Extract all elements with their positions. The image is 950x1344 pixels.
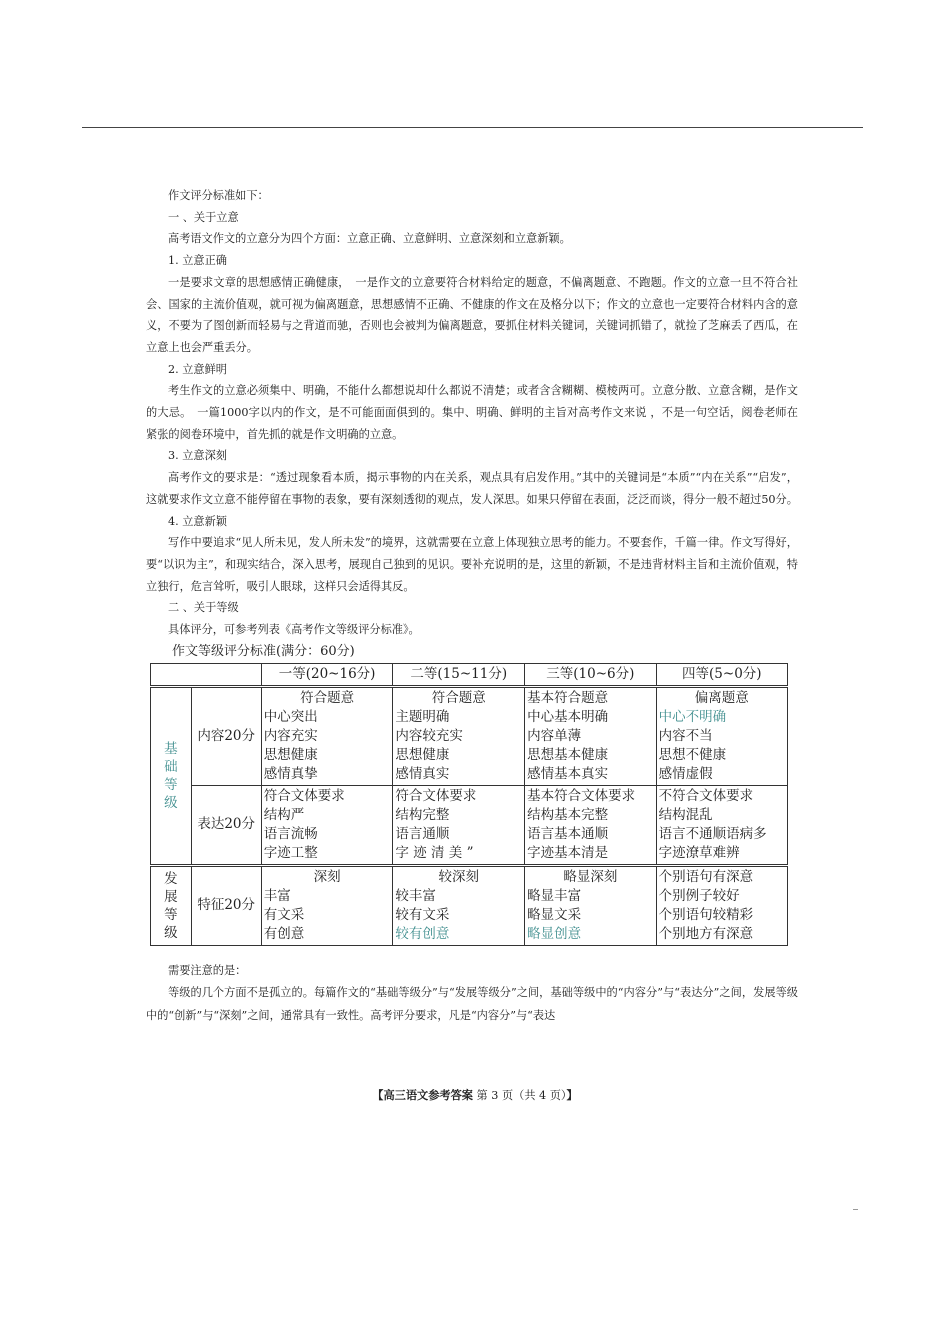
cell-line: 个别例子较好 bbox=[658, 887, 740, 904]
note-heading: 需要注意的是： bbox=[168, 963, 247, 977]
category-basic-label: 基础等级 bbox=[164, 740, 178, 811]
cell-line: 较有创意 bbox=[395, 925, 450, 942]
footer-bracket: 】 bbox=[566, 1088, 578, 1102]
cell-line: 基本符合文体要求 bbox=[527, 787, 636, 804]
cell-line: 较深刻 bbox=[438, 868, 479, 885]
intro-paragraph: 高考语文作文的立意分为四个方面：立意正确、立意鲜明、立意深刻和立意新颖。 bbox=[168, 232, 571, 246]
cell-line: 略显创意 bbox=[527, 925, 582, 942]
cell-feature-grade-3 bbox=[525, 865, 657, 945]
paragraph-2: 考生作文的立意必须集中、明确，不能什么都想说却什么都说不清楚；或者含含糊糊、模棱两可。立意分散、立意含糊，是作文的大忌。 一篇1000字以内的作文，是不可能面面俱到的。集中、明确、鲜明的主旨对高考作文来说 ，不是一句空话，阅卷老师在紧张的阅卷环境中，首先抓的就是作文明确的立意。 bbox=[146, 384, 798, 441]
table-reference: 具体评分，可参考列表《高考作文等级评分标准》。 bbox=[168, 623, 420, 637]
cell-content-grade-1 bbox=[261, 686, 393, 785]
header-rule bbox=[82, 127, 863, 128]
cell-expression-grade-4 bbox=[656, 785, 787, 865]
cell-expression-grade-3 bbox=[525, 785, 657, 865]
cell-line: 语言不通顺语病多 bbox=[658, 825, 767, 842]
page-body bbox=[146, 185, 798, 1027]
section-heading-2: 二 、关于等级 bbox=[168, 601, 239, 615]
row-label-expression: 表达20分 bbox=[191, 785, 261, 865]
cell-line: 主题明确 bbox=[395, 708, 450, 725]
paragraph-4: 写作中要追求“见人所未见，发人所未发”的境界，这就需要在立意上体现独立思考的能力。不要套作，千篇一律。作文写得好，要“以识为主”，和现实结合，深入思考，展现自己独到的见识。要补充说明的是，这里的新颖，不是违背材料主旨和主流价值观，特立独行，危言耸听，吸引人眼球，这样只会适得其反。 bbox=[146, 536, 798, 593]
table-row-expression bbox=[151, 785, 788, 865]
subheading-3: 3. 立意深刻 bbox=[168, 449, 227, 463]
cell-line: 感情真挚 bbox=[263, 765, 318, 782]
header-grade-2: 二等(15~11分) bbox=[393, 663, 525, 686]
grading-table bbox=[150, 663, 788, 946]
cell-line: 有创意 bbox=[263, 925, 305, 942]
cell-content-grade-4 bbox=[656, 686, 787, 785]
cell-line: 思想健康 bbox=[395, 746, 450, 763]
header-grade-1: 一等(20~16分) bbox=[261, 663, 393, 686]
corner-mark bbox=[853, 1209, 858, 1210]
cell-line: 语言流畅 bbox=[263, 825, 318, 842]
note-paragraph: 等级的几个方面不是孤立的。每篇作文的“基础等级分”与“发展等级分”之间，基础等级中的“内容分”与“表达分”之间，发展等级中的“创新”与“深刻”之间，通常具有一致性。高考评分要求，凡是“内容分”与“表达 bbox=[146, 986, 798, 1023]
cell-line: 较丰富 bbox=[395, 887, 436, 904]
cell-line: 略显深刻 bbox=[563, 868, 618, 885]
subheading-4: 4. 立意新颖 bbox=[168, 514, 227, 528]
cell-line: 字迹工整 bbox=[263, 844, 318, 861]
footer-page-number: 第 3 页（共 4 页） bbox=[472, 1089, 567, 1102]
paragraph-3: 高考作文的要求是：“透过现象看本质，揭示事物的内在关系，观点具有启发作用。”其中的关键词是“本质”“内在关系”“启发”，这就要求作文立意不能停留在事物的表象，要有深刻透彻的观点，发人深思。如果只停留在表面，泛泛而谈，得分一般不超过50分。 bbox=[146, 471, 798, 506]
cell-line: 感情基本真实 bbox=[527, 765, 609, 782]
header-grade-3: 三等(10~6分) bbox=[525, 663, 657, 686]
cell-line: 字迹基本清是 bbox=[527, 844, 609, 861]
cell-expression-grade-2 bbox=[393, 785, 525, 865]
cell-line: 感情虚假 bbox=[658, 765, 713, 782]
cell-line: 思想基本健康 bbox=[527, 746, 609, 763]
cell-line: 略显文采 bbox=[527, 906, 582, 923]
cell-line: 个别语句较精彩 bbox=[658, 906, 754, 923]
paragraph-1: 一是要求文章的思想感情正确健康， 一是作文的立意要符合材料给定的题意，不偏离题意、不跑题。作文的立意一旦不符合社会、国家的主流价值观，就可视为偏离题意，思想感情不正确、不健康的作文在及格分以下；作文的立意也一定要符合材料内含的意义，不要为了图创新而轻易与之背道而驰，否则也会被判为偏离题意，要抓住材料关键词，关键词抓错了，就捡了芝麻丢了西瓜，在立意上也会严重丢分。 bbox=[146, 275, 798, 354]
cell-line: 中心突出 bbox=[263, 708, 318, 725]
category-development-label: 发展等级 bbox=[164, 870, 178, 941]
cell-line: 感情真实 bbox=[395, 765, 450, 782]
cell-feature-grade-4 bbox=[656, 865, 787, 945]
footer-title: 【高三语文参考答案 bbox=[372, 1088, 473, 1102]
cell-line: 结构严 bbox=[263, 806, 305, 823]
cell-line: 结构基本完整 bbox=[527, 806, 609, 823]
table-header-row bbox=[151, 663, 788, 686]
cell-line: 结构完整 bbox=[395, 806, 450, 823]
cell-feature-grade-1 bbox=[261, 865, 393, 945]
spacer bbox=[146, 946, 798, 960]
cell-feature-grade-2 bbox=[393, 865, 525, 945]
cell-line: 符合文体要求 bbox=[395, 787, 477, 804]
page-footer bbox=[0, 1087, 950, 1104]
category-basic bbox=[151, 686, 192, 865]
cell-expression-grade-1 bbox=[261, 785, 393, 865]
cell-content-grade-3 bbox=[525, 686, 657, 785]
cell-line: 内容充实 bbox=[263, 727, 318, 744]
cell-line: 语言基本通顺 bbox=[527, 825, 609, 842]
cell-line: 内容不当 bbox=[658, 727, 713, 744]
category-development bbox=[151, 865, 192, 945]
cell-line: 个别地方有深意 bbox=[658, 925, 754, 942]
cell-line: 较有文采 bbox=[395, 906, 450, 923]
cell-line: 基本符合题意 bbox=[527, 689, 609, 706]
cell-content-grade-2 bbox=[393, 686, 525, 785]
cell-line: 中心不明确 bbox=[658, 708, 727, 725]
table-row-content bbox=[151, 686, 788, 785]
cell-line: 符合题意 bbox=[300, 689, 355, 706]
table-row-feature bbox=[151, 865, 788, 945]
cell-line: 字迹潦草难辨 bbox=[658, 844, 740, 861]
section-heading-1: 一 、关于立意 bbox=[168, 210, 239, 224]
cell-line: 偏离题意 bbox=[694, 689, 749, 706]
cell-line: 深刻 bbox=[313, 868, 341, 885]
header-empty-cell bbox=[151, 663, 262, 686]
table-caption: 作文等级评分标准(满分：60分) bbox=[172, 643, 355, 659]
cell-line: 个别语句有深意 bbox=[658, 868, 754, 885]
row-label-content: 内容20分 bbox=[191, 686, 261, 785]
cell-line: 不符合文体要求 bbox=[658, 787, 754, 804]
header-grade-4: 四等(5~0分) bbox=[656, 663, 787, 686]
intro-line: 作文评分标准如下： bbox=[168, 189, 269, 202]
cell-line: 略显丰富 bbox=[527, 887, 582, 904]
cell-line: 符合题意 bbox=[431, 689, 486, 706]
cell-line: 内容单薄 bbox=[527, 727, 582, 744]
cell-line: 丰富 bbox=[263, 887, 291, 904]
cell-line: 结构混乱 bbox=[658, 806, 713, 823]
cell-line: 语言通顺 bbox=[395, 825, 450, 842]
cell-line: 思想健康 bbox=[263, 746, 318, 763]
cell-line: 字 迹 清 美 ” bbox=[395, 844, 474, 861]
row-label-feature: 特征20分 bbox=[191, 865, 261, 945]
cell-line: 思想不健康 bbox=[658, 746, 727, 763]
cell-line: 中心基本明确 bbox=[527, 708, 609, 725]
subheading-2: 2. 立意鲜明 bbox=[168, 362, 227, 376]
cell-line: 符合文体要求 bbox=[263, 787, 345, 804]
cell-line: 内容较充实 bbox=[395, 727, 463, 744]
subheading-1: 1. 立意正确 bbox=[168, 254, 227, 268]
cell-line: 有文采 bbox=[263, 906, 305, 923]
